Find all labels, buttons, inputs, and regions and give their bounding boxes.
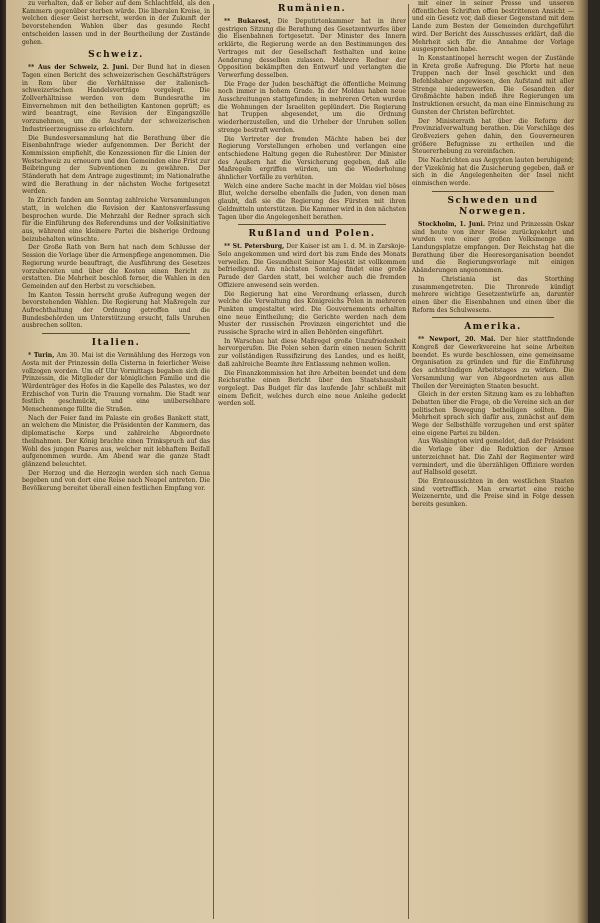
- article-paragraph: Die Finanzkommission hat ihre Arbeiten beendet und dem Reichsrathe einen Bericht über den Staatshaushalt vorgelegt. Das Budget für das laufende Jahr schließt mit einem Deficit, welches durch eine neue Anleihe gedeckt werden soll.: [218, 369, 406, 408]
- article-paragraph: In Zürich fanden am Sonntag zahlreiche Versammlungen statt, in welchen die Revision der Kantonsverfassung besprochen wurde. Die Mehrzahl der Redner sprach sich für die Einführung des Referendums und der Volksinitiative aus, während eine kleinere Partei die bisherige Ordnung beizubehalten wünschte.: [22, 197, 210, 243]
- article-paragraph: Aus Washington wird gemeldet, daß der Präsident die Vorlage über die Reduktion der Armee unterzeichnet hat. Die Zahl der Regimenter wird vermindert, und die überzähligen Offiziere werden auf Halbsold gesetzt.: [412, 438, 574, 477]
- article-paragraph: Der Ministerrath hat über die Reform der Provinzialverwaltung berathen. Die Vorschläge des Großveziers gehen dahin, den Gouverneuren größere Befugnisse zu ertheilen und die Steuererhebung zu vereinfachen.: [412, 117, 574, 156]
- column-2: [218, 0, 406, 923]
- dateline: Stockholm, 1. Juni.: [418, 220, 485, 228]
- section-heading-schweiz: Schweiz.: [88, 50, 144, 61]
- column-1: [22, 0, 210, 923]
- page-edge: [576, 0, 588, 923]
- article-paragraph: mit einer in seiner Presse und unseren öffentlichen Schriften offen bestrittenen Ansicht — und ein Gesetz vor, daß dieser Gegenstand mit dem Lande zum Besten der Gemeinden durchgeführt wird. Der Bericht des Ausschusses erklärt, daß die Mehrheit sich für die Annahme der Vorlage ausgesprochen habe.: [412, 0, 574, 54]
- article-paragraph: Die Vertreter der fremden Mächte haben bei der Regierung Vorstellungen erhoben und verlangen eine entschiedene Haltung gegen die Ruhestörer. Der Minister des Aeußern hat die Versicherung gegeben, daß alle Maßregeln ergriffen würden, um die Wiederholung ähnlicher Vorfälle zu verhüten.: [218, 135, 406, 182]
- column-3: [412, 0, 574, 923]
- article-paragraph: Der Große Rath von Bern hat nach dem Schlusse der Session die Vorlage über die Armenpflege angenommen. Die Regierung wurde beauftragt, die Ausführung des Gesetzes vorzubereiten und über die Kosten einen Bericht zu erstatten. Die Mehrheit beschloß ferner, die Wahlen in den Gemeinden auf den Herbst zu verschieben.: [22, 244, 210, 290]
- article-paragraph: Die Regierung hat eine Verordnung erlassen, durch welche die Verwaltung des Königreichs Polen in mehreren Punkten umgestaltet wird. Die Gouvernements erhalten eine neue Eintheilung; die Gerichte werden nach dem Muster der russischen Provinzen eingerichtet und die russische Sprache wird in allen Behörden eingeführt.: [218, 290, 406, 337]
- dateline: ** St. Petersburg,: [224, 243, 285, 251]
- article-paragraph: ** Newport, 20. Mai. Der hier stattfindende Kongreß der Gewerkvereine hat seine Arbeiten beendet. Es wurde beschlossen, eine gemeinsame Organisation zu gründen und für die Einführung des achtstündigen Arbeitstages zu wirken. Die Versammlung war von Abgeordneten aus allen Theilen der Vereinigten Staaten besucht.: [412, 336, 574, 390]
- article-paragraph: In Christiania ist das Storthing zusammengetreten. Die Thronrede kündigt mehrere wichtige Gesetzentwürfe an, darunter einen über die Eisenbahnen und einen über die Reform des Schulwesens.: [412, 275, 574, 314]
- article-paragraph: * Turin, Am 30. Mai ist die Vermählung des Herzogs von Aosta mit der Prinzessin della Cisterna in feierlicher Weise vollzogen worden. Um elf Uhr Vormittags begaben sich die Prinzessin, die Mitglieder der königlichen Familie und die Würdenträger des Hofes in die Kapelle des Palastes, wo der Erzbischof von Turin die Trauung vornahm. Die Stadt war festlich geschmückt, und eine unübersehbare Menschenmenge füllte die Straßen.: [22, 352, 210, 414]
- article-paragraph: ** Bukarest, Die Deputirtenkammer hat in ihrer gestrigen Sitzung die Berathung des Gesetzentwurfes über die Eisenbahnen fortgesetzt. Der Minister des Innern erklärte, die Regierung werde an den Bestimmungen des Vertrages mit der Gesellschaft festhalten und keine Aenderung desselben zulassen. Mehrere Redner der Opposition bekämpften den Entwurf und verlangten die Verwerfung desselben.: [218, 18, 406, 79]
- article-paragraph: Im Kanton Tessin herrscht große Aufregung wegen der bevorstehenden Wahlen. Die Regierung hat Maßregeln zur Aufrechthaltung der Ordnung getroffen und die Bundesbehörden um Unterstützung ersucht, falls Unruhen ausbrechen sollten.: [22, 291, 210, 330]
- section-divider: [238, 224, 386, 225]
- column-rule: [213, 4, 214, 919]
- dateline: ** Aus der Schweiz, 2. Juni.: [28, 64, 129, 72]
- article-paragraph: ** Aus der Schweiz, 2. Juni. Der Bund hat in diesen Tagen einen Bericht des schweizerischen Geschäftsträgers in Rom über die Verhältnisse der italienisch-schweizerischen Handelsverträge vorgelegt. Die Zollverhältnisse werden von dem Bundesrathe im Einvernehmen mit den betheiligten Kantonen geprüft; es wird beantragt, eine Revision der Eingangszölle vorzunehmen, um die Ausfuhr der schweizerischen Industrieerzeugnisse zu erleichtern.: [22, 64, 210, 133]
- article-paragraph: Die Nachrichten aus Aegypten lauten beruhigend; der Vizekönig hat die Zusicherung gegeben, daß er sich in die Angelegenheiten der Insel nicht einmischen werde.: [412, 157, 574, 188]
- section-heading-schweden: Schweden und Norwegen.: [447, 195, 539, 217]
- section-heading-russland: Rußland und Polen.: [248, 229, 376, 240]
- article-paragraph: In Konstantinopel herrscht wegen der Zustände in Kreta große Aufregung. Die Pforte hat neue Truppen nach der Insel geschickt und den Befehlshaber angewiesen, den Aufstand mit aller Strenge niederzuwerfen. Die Gesandten der Großmächte haben indeß ihre Regierungen um Instruktionen ersucht, da man eine Einmischung zu Gunsten der Christen befürchtet.: [412, 54, 574, 116]
- article-paragraph: Welch eine andere Sache macht in der Moldau viel böses Blut, welche derselbe ebenfalls die Juden, von denen man glaubt, daß sie die Regierung des Fürsten mit ihren Geldmitteln unterstützen. Die Kammer wird in den nächsten Tagen über die Angelegenheit berathen.: [218, 182, 406, 221]
- article-paragraph: Stockholm, 1. Juni. Prinz und Prinzessin Oskar sind heute von ihrer Reise zurückgekehrt und wurden von einer großen Volksmenge am Landungsplatze empfangen. Der Reichstag hat die Berathung über die Heeresorganisation beendet und die Regierungsvorlage mit einigen Abänderungen angenommen.: [412, 220, 574, 275]
- article-paragraph: Die Frage der Juden beschäftigt die öffentliche Meinung noch immer in hohem Grade. In der Moldau haben neue Ausschreitungen stattgefunden; in mehreren Orten wurden die Wohnungen der Israeliten geplündert. Die Regierung hat Truppen abgesendet, um die Ordnung wiederherzustellen, und die Urheber der Unruhen sollen strenge bestraft werden.: [218, 80, 406, 134]
- dateline: * Turin,: [28, 352, 55, 360]
- article-paragraph: In Warschau hat diese Maßregel große Unzufriedenheit hervorgerufen. Die Polen sehen darin einen neuen Schritt zur vollständigen Russifizirung des Landes, und es heißt, daß zahlreiche Beamte ihre Entlassung nehmen wollen.: [218, 337, 406, 368]
- dateline: ** Newport, 20. Mai.: [418, 336, 496, 344]
- section-divider: [432, 317, 554, 318]
- section-divider: [42, 333, 190, 334]
- section-heading-rumaenien: Rumänien.: [277, 4, 347, 14]
- article-paragraph: zu verhalten, daß er lieber auf dem Schlachtfeld, als den Kammern gegenüber sterben würde. Die liberalen Kreise, in welchen dieser Geist herrscht, werden in der Zukunft der bevorstehenden Wahlen über das gesunde Recht entscheiden lassen und in der Beurtheilung der Zustände gehen.: [22, 0, 210, 46]
- section-heading-amerika: Amerika.: [464, 322, 522, 333]
- article-paragraph: ** St. Petersburg, Der Kaiser ist am 1. d. M. in Zarskoje-Selo angekommen und wird dort bis zum Ende des Monats verweilen. Die Gesundheit Seiner Majestät ist vollkommen befriedigend. Am nächsten Sonntag findet eine große Parade der Garden statt, bei welcher auch die fremden Offiziere anwesend sein werden.: [218, 243, 406, 289]
- section-heading-italien: Italien.: [91, 338, 141, 349]
- article-paragraph: Der Herzog und die Herzogin werden sich nach Genua begeben und von dort eine Reise nach Neapel antreten. Die Bevölkerung bereitet überall einen festlichen Empfang vor.: [22, 469, 210, 493]
- article-paragraph: Nach der Feier fand im Palaste ein großes Bankett statt, an welchem die Minister, die Präsidenten der Kammern, das diplomatische Korps und zahlreiche Abgeordnete theilnahmen. Der König brachte einen Trinkspruch auf das Wohl des jungen Paares aus, welcher mit lebhaftem Beifall aufgenommen wurde. Am Abend war die ganze Stadt glänzend beleuchtet.: [22, 414, 210, 468]
- dateline: ** Bukarest,: [224, 18, 271, 25]
- column-rule: [408, 4, 409, 919]
- article-paragraph: Die Ernteaussichten in den westlichen Staaten sind vortrefflich. Man erwartet eine reiche Weizenernte, und die Preise sind in Folge dessen bereits gesunken.: [412, 477, 574, 509]
- section-divider: [432, 191, 554, 192]
- article-paragraph: Die Bundesversammlung hat die Berathung über die Eisenbahnfrage wieder aufgenommen. Der Bericht der Kommission empfiehlt, die Konzessionen für die Linien der Westschweiz zu erneuern und den Gemeinden eine Frist zur Beibringung der Subventionen zu gewähren. Der Ständerath hat dem Antrage zugestimmt; im Nationalrathe wird die Berathung in der nächsten Woche fortgesetzt werden.: [22, 134, 210, 196]
- article-paragraph: Gleich in der ersten Sitzung kam es zu lebhaften Debatten über die Frage, ob die Vereine sich an der politischen Bewegung betheiligen sollten. Die Mehrheit sprach sich dafür aus, zunächst auf dem Wege der Selbsthülfe vorzugehen und erst später eine eigene Partei zu bilden.: [412, 391, 574, 437]
- newspaper-page: [6, 0, 588, 923]
